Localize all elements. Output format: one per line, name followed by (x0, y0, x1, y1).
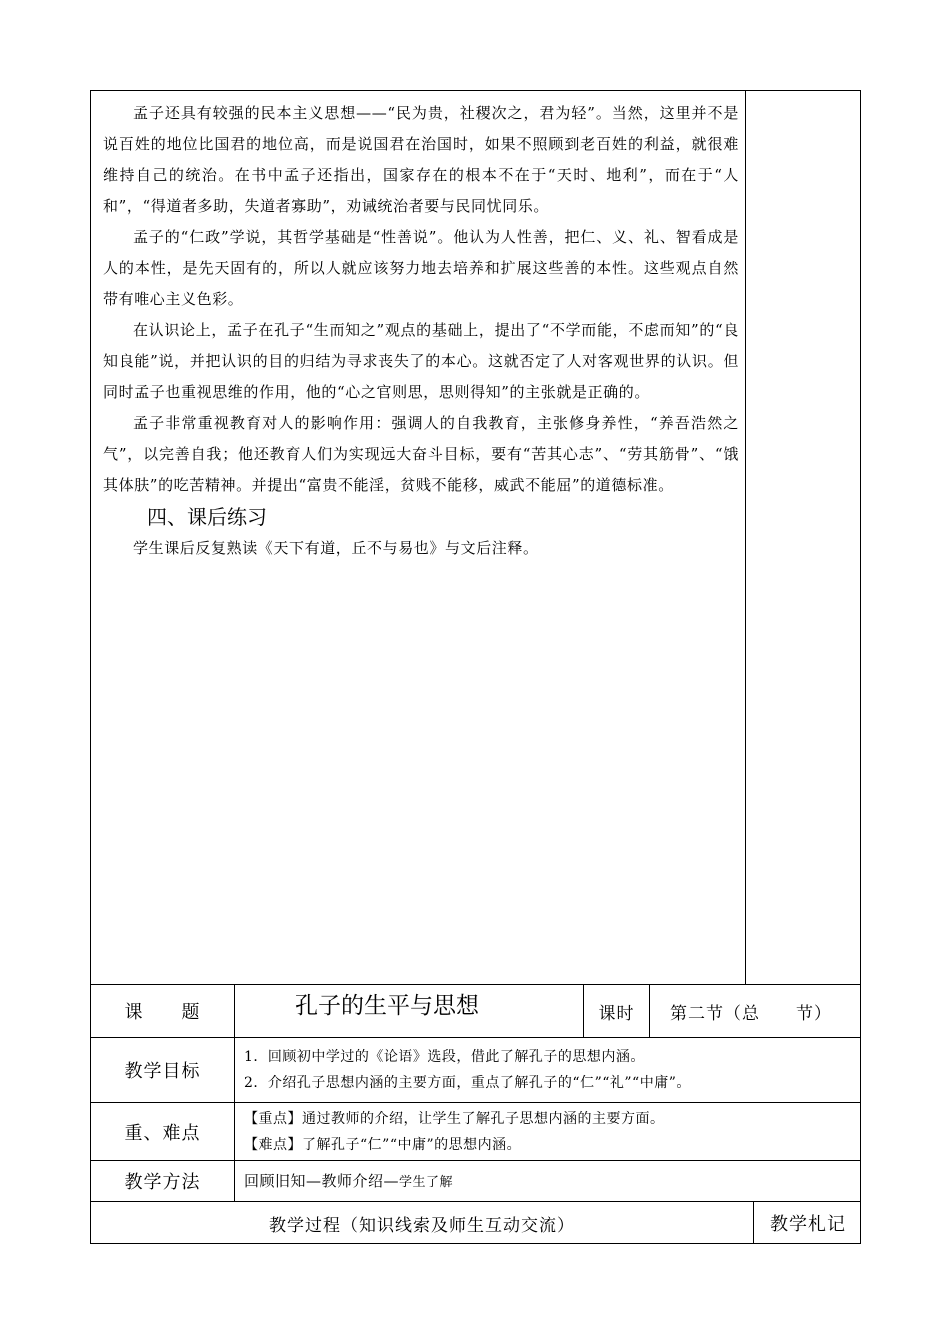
paragraph-renzheng: 孟子的“仁政”学说，其哲学基础是“性善说”。他认为人性善，把仁、义、礼、智看成是人的本性，是先天固有的，所以人就应该努力地去培养和扩展这些善的本性。这些观点自然带有唯心主义色彩。 (103, 228, 739, 308)
period-label: 课时 (583, 985, 649, 1037)
goal-item: 2．介绍孔子思想内涵的主要方面，重点了解孔子的“仁”“礼”“中庸”。 (244, 1075, 691, 1091)
period-value: 第二节（总 节） (649, 985, 862, 1037)
section-heading-practice: 四、课后练习 (147, 505, 267, 529)
lesson-body-text (103, 98, 739, 563)
keypoints-row (91, 1103, 860, 1161)
topic-title-cell (234, 985, 583, 1037)
goals-cell (234, 1038, 862, 1102)
previous-lesson-content-box (90, 90, 861, 985)
paragraph-minben: 孟子还具有较强的民本主义思想——“民为贵，社稷次之，君为轻”。当然，这里并不是说百姓的地位比国君的地位高，而是说国君在治国时，如果不照顾到老百姓的利益，就很难维持自己的统治。在书中孟子还指出，国家存在的根本不在于“天时、地利”，而在于“人和”，“得道者多助，失道者寡助”，劝诫统治者要与民同忧同乐。 (103, 104, 739, 215)
keypoints-label: 重、难点 (124, 1122, 201, 1144)
lesson-plan-sheet (90, 90, 861, 1244)
goal-item: 1．回顾初中学过的《论语》选段，借此了解孔子的思想内涵。 (244, 1049, 645, 1065)
difficult-text: 了解孔子“仁”“中庸”的思想内涵。 (302, 1137, 522, 1153)
paragraph-epistemology: 在认识论上，孟子在孔子“生而知之”观点的基础上，提出了“不学而能，不虑而知”的“良知良能”说，并把认识的目的归结为寻求丧失了的本心。这就否定了人对客观世界的认识。但同时孟子也重视思维的作用，他的“心之官则思，思则得知”的主张就是正确的。 (103, 321, 739, 401)
topic-row (91, 985, 860, 1038)
keypoints-cell (234, 1103, 862, 1160)
notes-label: 教学札记 (753, 1202, 862, 1244)
key-tag: 【重点】 (244, 1111, 302, 1127)
practice-text: 学生课后反复熟读《天下有道，丘不与易也》与文后注释。 (133, 539, 539, 557)
method-label: 教学方法 (124, 1172, 201, 1193)
method-text-tail: 学生了解 (399, 1175, 454, 1190)
goals-row (91, 1038, 860, 1103)
difficult-tag: 【难点】 (244, 1137, 302, 1153)
process-label: 教学过程（知识线索及师生互动交流） (269, 1215, 575, 1236)
key-text: 通过教师的介绍，让学生了解孔子思想内涵的主要方面。 (302, 1111, 665, 1127)
lesson-info-table (90, 985, 861, 1244)
difficult-point-line (244, 1132, 862, 1158)
notes-column-divider (745, 91, 746, 984)
method-cell (234, 1161, 862, 1201)
method-row (91, 1161, 860, 1202)
method-text-main: 回顾旧知—教师介绍— (244, 1172, 400, 1190)
key-point-line (244, 1106, 862, 1132)
process-header-row (91, 1202, 860, 1244)
topic-label: 课 题 (124, 1002, 201, 1023)
paragraph-education: 孟子非常重视教育对人的影响作用：强调人的自我教育，主张修身养性，“养吾浩然之气”，以完善自我；他还教育人们为实现远大奋斗目标，要有“苦其心志”、“劳其筋骨”、“饿其体肤”的吃苦精神。并提出“富贵不能淫，贫贱不能移，威武不能屈”的道德标准。 (103, 414, 739, 494)
topic-title: 孔子的生平与思想 (295, 993, 479, 1019)
goals-label: 教学目标 (124, 1061, 201, 1082)
